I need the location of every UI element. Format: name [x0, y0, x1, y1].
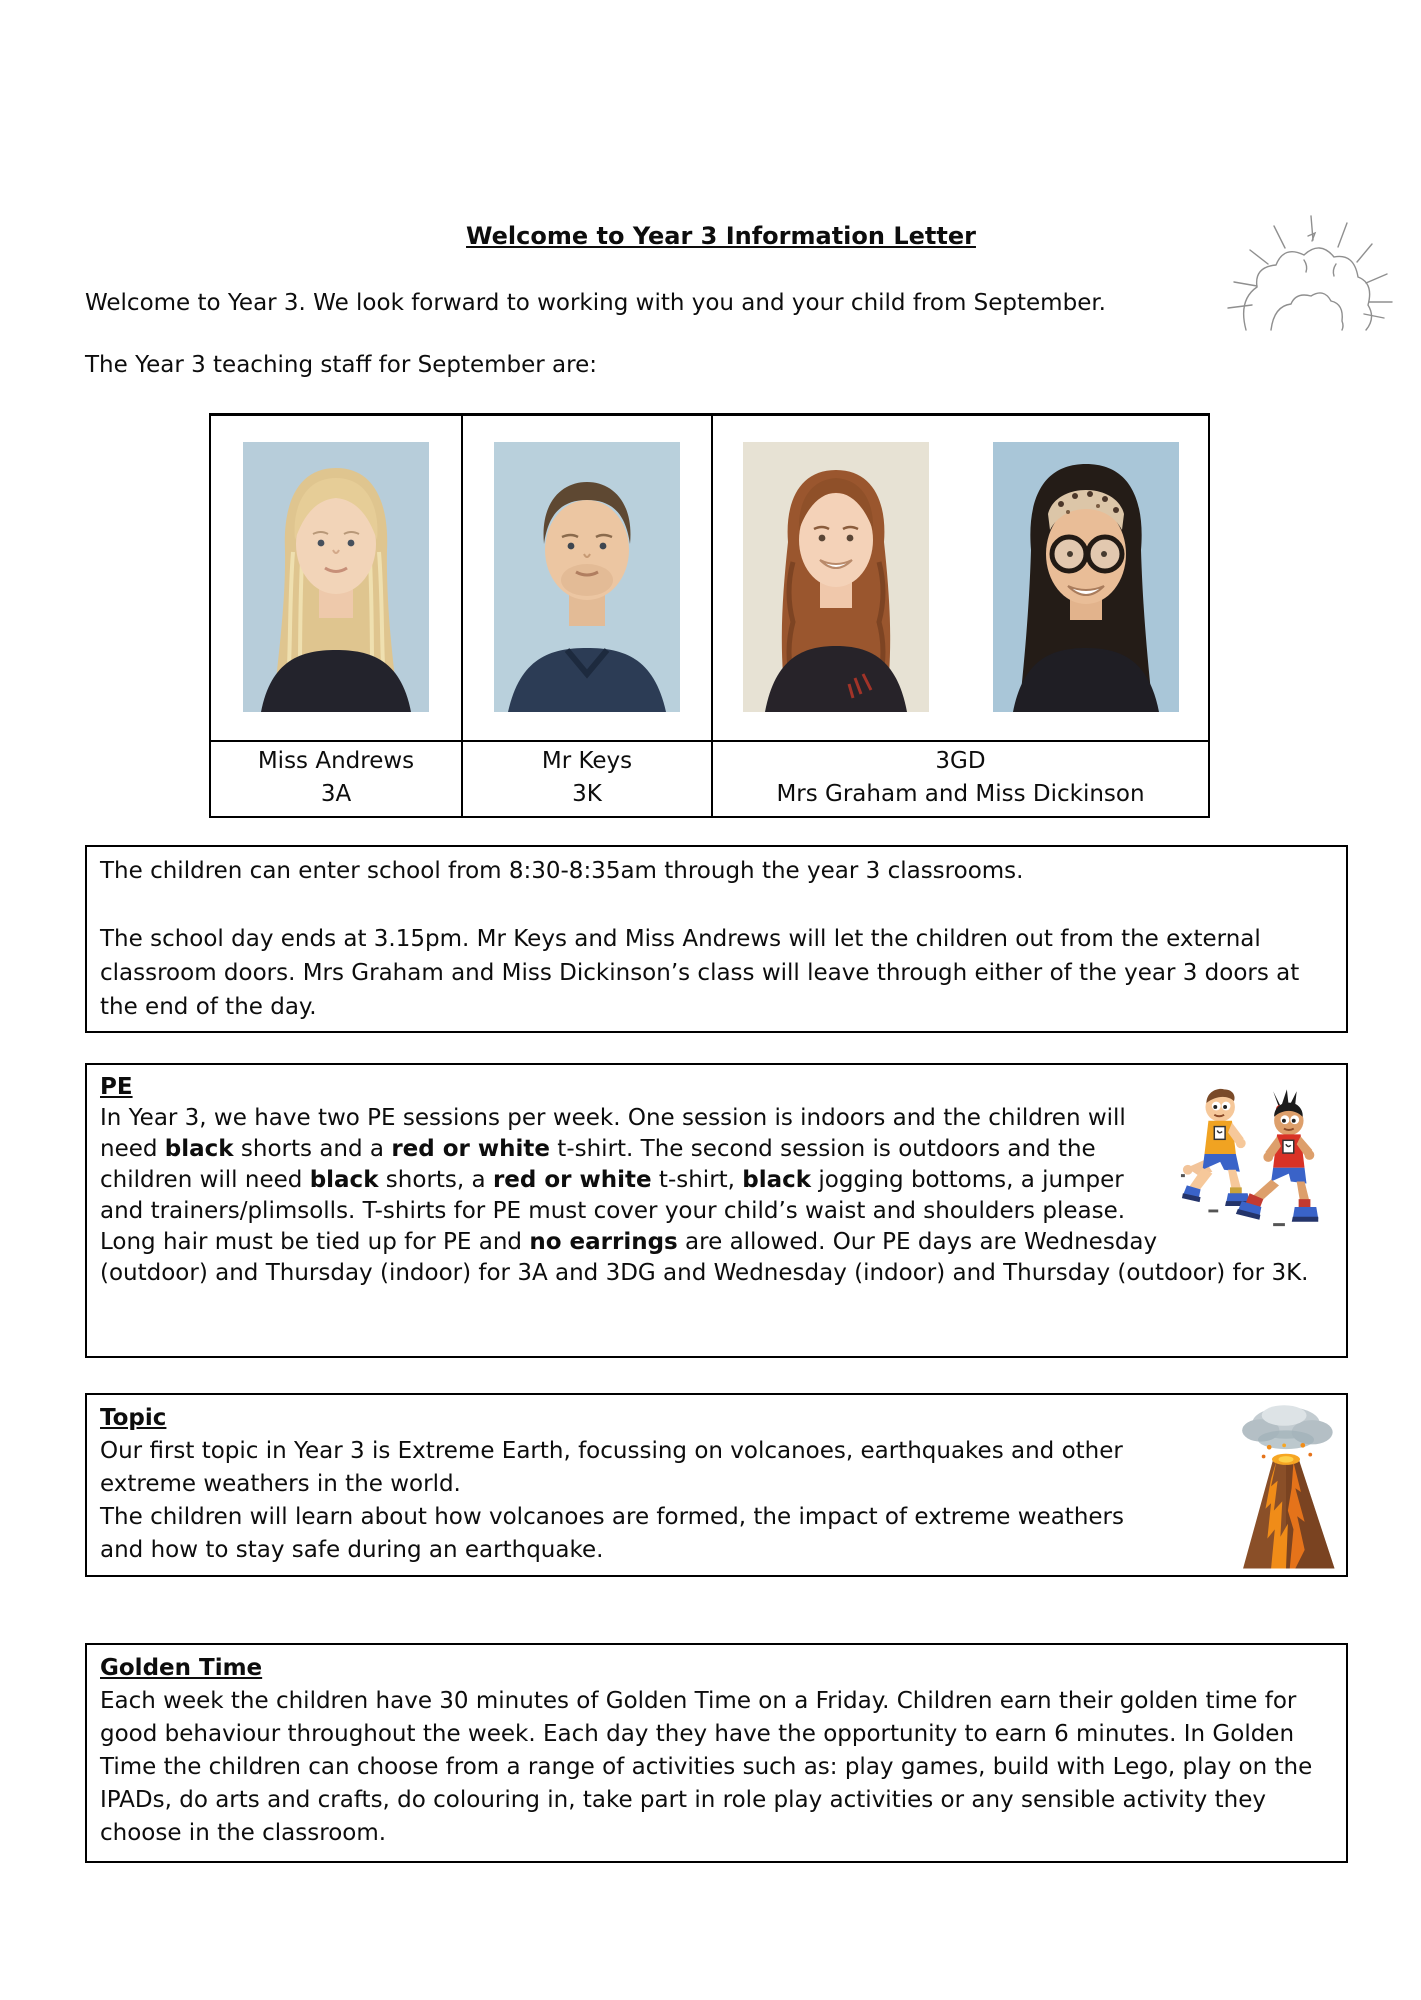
photo-mr-keys	[494, 442, 680, 712]
topic-heading: Topic	[100, 1405, 167, 1431]
entry-times-box	[85, 845, 1348, 1033]
topic-paragraph-1: Our first topic in Year 3 is Extreme Earth, focussing on volcanoes, earthquakes and other extreme weathers in the world.	[100, 1438, 1123, 1497]
intro-paragraph: Welcome to Year 3. We look forward to working with you and your child from September.	[85, 290, 1106, 316]
staff-intro: The Year 3 teaching staff for September are:	[85, 352, 597, 378]
teacher-name: Mrs Graham and Miss Dickinson	[776, 781, 1145, 807]
teacher-name: Miss Andrews	[257, 748, 415, 774]
photo-mrs-graham	[743, 442, 929, 712]
staff-photo-cell-3gd	[711, 416, 1208, 740]
staff-caption-andrews	[211, 740, 461, 816]
golden-time-heading: Golden Time	[100, 1655, 263, 1681]
pe-heading: PE	[100, 1074, 133, 1100]
paragraph-spacer	[100, 888, 1333, 922]
entry-paragraph-1: The children can enter school from 8:30-8:35am through the year 3 classrooms.	[100, 858, 1024, 884]
staff-photo-cell-keys	[461, 416, 711, 740]
golden-time-paragraph: Each week the children have 30 minutes of Golden Time on a Friday. Children earn their golden time for good behaviour throughout the week. Each day they have the opportunity to earn 6 minutes. In Golden Time the children can choose from a range of activities such as: play games, build with Lego, play on the IPADs, do arts and crafts, do colouring in, take part in role play activities or any sensible activity they choose in the classroom.	[100, 1688, 1313, 1846]
class-name: 3GD	[935, 748, 986, 774]
photo-miss-dickinson	[993, 442, 1179, 712]
staff-photo-cell-andrews	[211, 416, 461, 740]
staff-caption-keys	[461, 740, 711, 816]
teacher-name: Mr Keys	[541, 748, 633, 774]
topic-paragraph-2: The children will learn about how volcanoes are formed, the impact of extreme weathers and how to stay safe during an earthquake.	[100, 1504, 1124, 1563]
photo-miss-andrews	[243, 442, 429, 712]
golden-time-box	[85, 1643, 1348, 1863]
staff-caption-3gd	[711, 740, 1208, 816]
class-name: 3A	[320, 781, 352, 807]
pe-box	[85, 1063, 1348, 1358]
topic-box	[85, 1393, 1348, 1577]
sunrise-sketch-icon	[1216, 206, 1406, 332]
running-children-icon	[1179, 1080, 1331, 1232]
page-title: Welcome to Year 3 Information Letter	[466, 222, 976, 250]
pe-paragraph: In Year 3, we have two PE sessions per week. One session is indoors and the children will need black shorts and a red or white t-shirt. The second session is outdoors and the children will need black shorts, a red or white t-shirt, black jogging bottoms, a jumper and trainers/plimsolls. T-shirts for PE must cover your child’s waist and shoulders please. Long hair must be tied up for PE and no earrings are allowed. Our PE days are Wednesday (outdoor) and Thursday (indoor) for 3A and 3DG and Wednesday (indoor) and Thursday (outdoor) for 3K.	[100, 1105, 1309, 1286]
volcano-icon	[1230, 1397, 1342, 1573]
staff-table	[209, 413, 1210, 818]
entry-paragraph-2: The school day ends at 3.15pm. Mr Keys and Miss Andrews will let the children out from the external classroom doors. Mrs Graham and Miss Dickinson’s class will leave through either of the year 3 doors at the end of the day.	[100, 926, 1300, 1020]
class-name: 3K	[572, 781, 602, 807]
